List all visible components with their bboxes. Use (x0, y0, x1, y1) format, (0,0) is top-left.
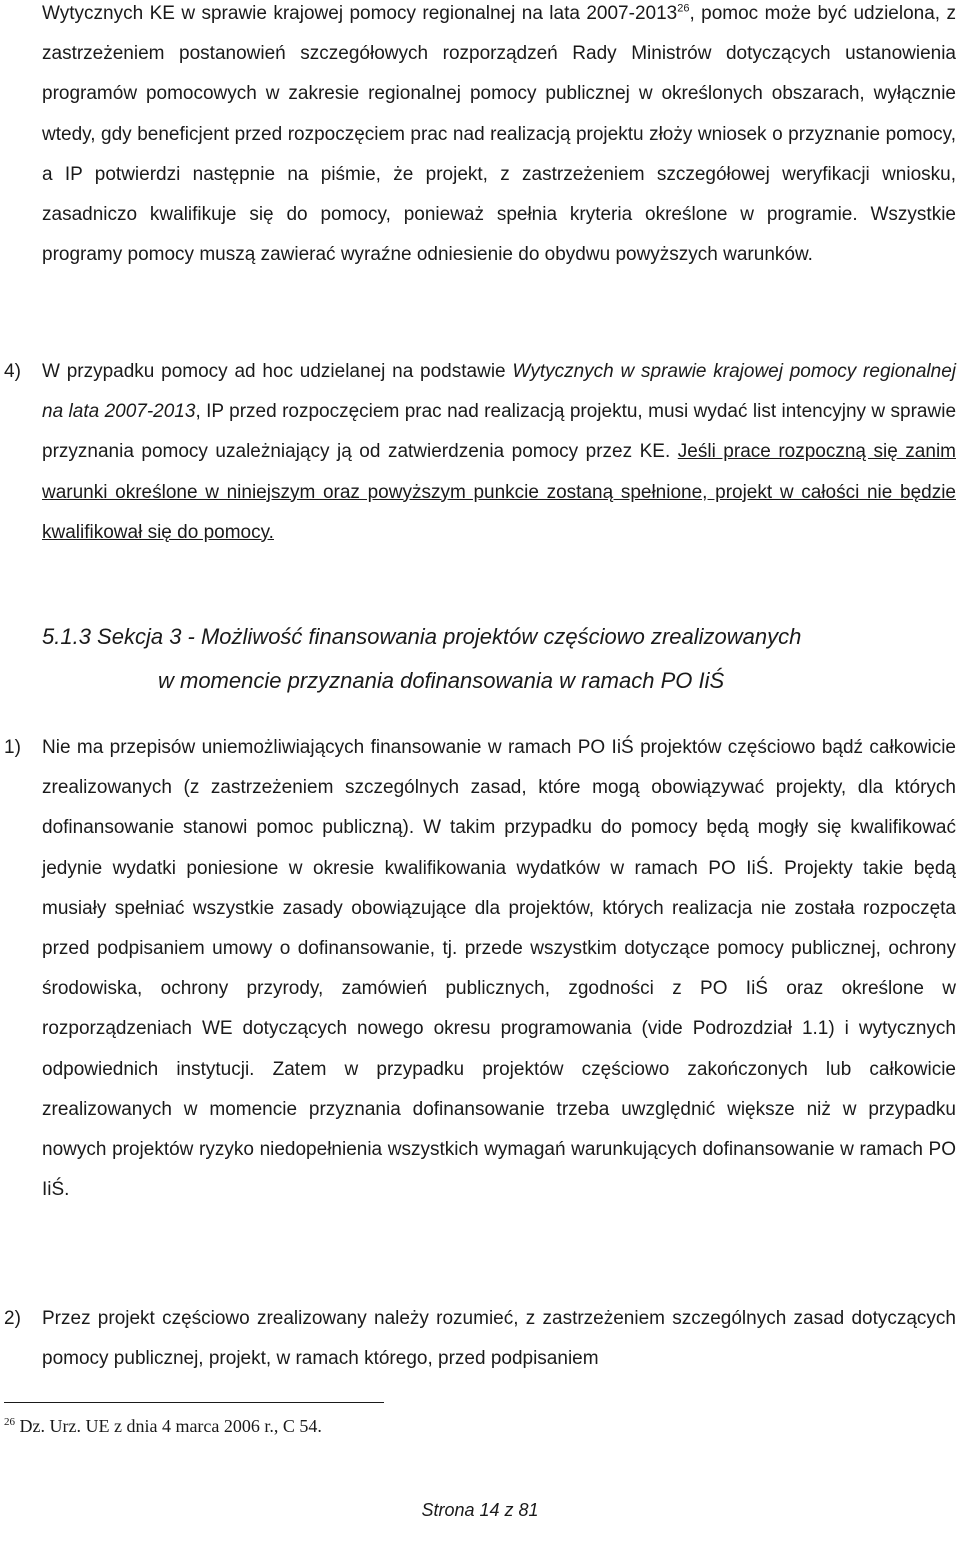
footnote-text: Dz. Urz. UE z dnia 4 marca 2006 r., C 54. (15, 1416, 322, 1436)
footnote (4, 1414, 322, 1438)
intro-paragraph (42, 0, 956, 275)
list-item-body (42, 352, 956, 553)
intro-text-b: , pomoc może być udzielona, z zastrzeżeniem postanowień szczegółowych rozporządzeń Rady Ministrów dotyczących ustanowienia programów pomocowych w zakresie regionalnej pomocy publicznej w określonych obszarach, wyłącznie wtedy, gdy beneficjent przed rozpoczęciem prac nad realizacją projektu złoży wniosek o przyznanie pomocy, a IP potwierdzi następnie na piśmie, że projekt, z zastrzeżeniem szczegółowej weryfikacji wniosku, zasadniczo kwalifikuje się do pomocy, ponieważ spełnia kryteria określone w programie. Wszystkie programy pomocy muszą zawierać wyraźne odniesienie do obydwu powyższych warunków. (42, 3, 956, 266)
footnote-reference[interactable]: 26 (677, 2, 690, 15)
intro-text-a: Wytycznych KE w sprawie krajowej pomocy regionalnej na lata 2007-2013 (42, 3, 678, 24)
page-number: Strona 14 z 81 (421, 1500, 539, 1520)
list-item-body: Nie ma przepisów uniemożliwiających finansowanie w ramach PO IiŚ projektów częściowo bądź całkowicie zrealizowanych (z zastrzeżeniem szczególnych zasad, które mogą obowiązywać projekty, dla których dofinansowanie stanowi pomoc publiczną). W takim przypadku do pomocy będą mogły się kwalifikować jedynie wydatki poniesione w okresie kwalifikowania wydatków w ramach PO IiŚ. Projekty takie będą musiały spełniać wszystkie zasady obowiązujące dla projektów, których realizacja nie została rozpoczęta przed podpisaniem umowy o dofinansowanie, tj. przede wszystkim dotyczące pomocy publicznej, ochrony środowiska, ochrony przyrody, zamówień publicznych, zgodności z PO IiŚ oraz określone w rozporządzeniach WE dotyczących nowego okresu programowania (vide Podrozdział 1.1) i wytycznych odpowiednich instytucji. Zatem w przypadku projektów częściowo zakończonych lub całkowicie zrealizowanych w momencie przyznania dofinansowanie trzeba uwzględnić większe niż w przypadku nowych projektów ryzyko niedopełnienia wszystkich wymagań warunkujących dofinansowanie w ramach PO IiŚ. (42, 737, 956, 1201)
section-heading-line-2: w momencie przyznania dofinansowania w ramach PO IiŚ (158, 668, 725, 693)
list-item-body: Przez projekt częściowo zrealizowany należy rozumieć, z zastrzeżeniem szczególnych zasad dotyczących pomocy publicznej, projekt, w ramach którego, przed podpisaniem (42, 1308, 956, 1370)
footnote-marker: 26 (4, 1416, 15, 1428)
item4-underlined-text: Jeśli prace rozpoczną się zanim warunki określone w niniejszym oraz powyższym punkcie zostaną spełnione, projekt w całości nie będzie kwalifikował się do pomocy. (42, 441, 956, 543)
section-heading-line-1: 5.1.3 Sekcja 3 - Możliwość finansowania projektów częściowo zrealizowanych (42, 624, 802, 649)
list-item-number: 1) (4, 737, 21, 758)
item4-text-b: , IP przed rozpoczęciem prac nad realizacją projektu, musi wydać list intencyjny w sprawie przyznania pomocy uzależniający ją od zatwierdzenia pomocy przez KE. (42, 401, 957, 463)
item4-italic-title: Wytycznych w sprawie krajowej pomocy regionalnej na lata 2007-2013 (42, 361, 957, 423)
item4-text-a: W przypadku pomocy ad hoc udzielanej na podstawie (42, 361, 513, 382)
list-item-number: 2) (4, 1308, 21, 1329)
list-item-number: 4) (4, 361, 21, 382)
footnote-separator (4, 1402, 384, 1403)
